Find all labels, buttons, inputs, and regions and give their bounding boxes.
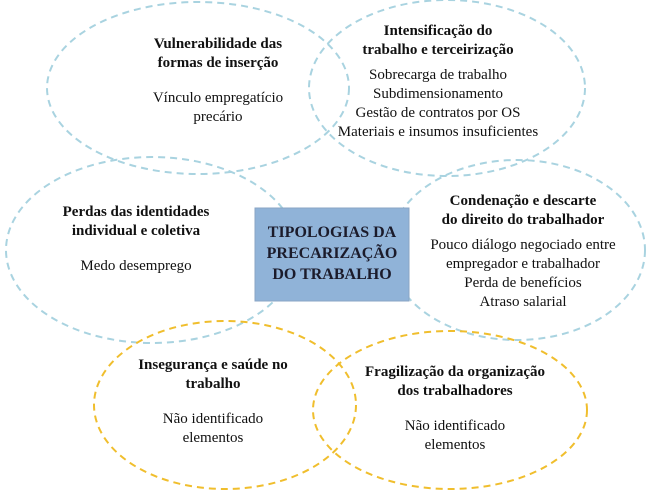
node-title: do direito do trabalhador [441,212,605,228]
node-item: Atraso salarial [479,294,567,310]
node-intensificacao [318,22,558,142]
node-title: Condenação e descarte [449,193,597,209]
node-perdas [36,203,236,276]
node-title: formas de inserção [157,55,279,71]
center-title-line: PRECARIZAÇÃO [266,245,398,262]
node-item: Pouco diálogo negociado entre [430,237,616,253]
node-inseguranca [108,356,318,448]
node-title: Fragilização da organização [365,364,545,380]
node-title: trabalho e terceirização [362,42,514,58]
node-item: precário [193,109,243,125]
node-title: trabalho [185,376,241,392]
node-title: Insegurança e saúde no [138,357,288,373]
node-item: Gestão de contratos por OS [355,105,521,121]
node-item: Não identificado [404,418,506,434]
node-item: Materiais e insumos insuficientes [337,124,539,140]
node-item: Vínculo empregatício [152,90,284,106]
node-item: Sobrecarga de trabalho [369,67,507,83]
node-title: Vulnerabilidade das [153,36,283,52]
node-item: empregador e trabalhador [445,256,601,272]
node-condenacao [413,192,633,312]
node-item: Subdimensionamento [373,86,503,102]
node-title: Perdas das identidades [62,204,210,220]
center-title-line: TIPOLOGIAS DA [267,224,397,241]
center-title [255,222,409,285]
node-vulnerabilidade [118,35,318,127]
node-fragilizacao [340,363,570,455]
center-title-line: DO TRABALHO [272,266,392,283]
node-item: Medo desemprego [80,258,192,274]
node-title: Intensificação do [383,23,493,39]
node-item: Perda de benefícios [464,275,582,291]
node-title: individual e coletiva [71,223,201,239]
node-item: Não identificado [162,411,264,427]
node-title: dos trabalhadores [397,383,513,399]
node-item: elementos [424,437,486,453]
node-item: elementos [182,430,244,446]
